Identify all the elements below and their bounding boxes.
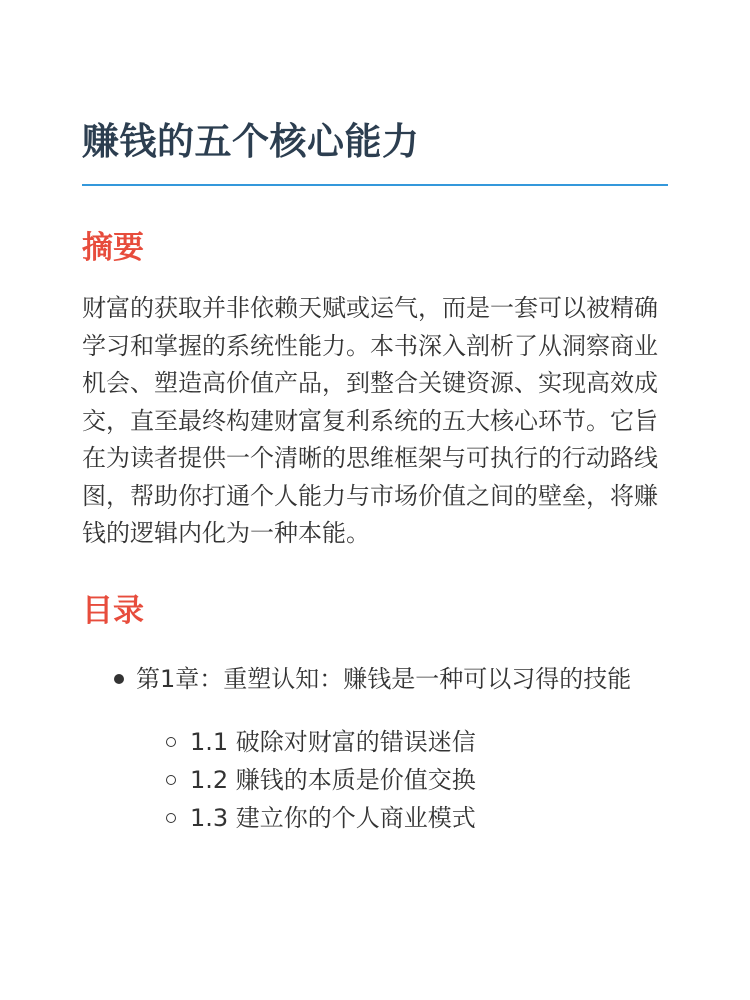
toc-section xyxy=(82,589,668,837)
toc-section-1-1 xyxy=(136,723,668,761)
hollow-circle-bullet-icon xyxy=(166,737,176,747)
hollow-circle-bullet-icon xyxy=(166,775,176,785)
filled-disc-bullet-icon xyxy=(114,674,124,684)
toc-section-1-2 xyxy=(136,761,668,799)
toc-section-1-2-label: 1.2 赚钱的本质是价值交换 xyxy=(190,765,476,794)
toc-section-1-3 xyxy=(136,799,668,837)
toc-chapter-1-label: 第1章：重塑认知：赚钱是一种可以习得的技能 xyxy=(136,664,632,693)
document-title: 赚钱的五个核心能力 xyxy=(82,120,420,163)
toc-list xyxy=(82,661,668,837)
toc-chapter-1-sections xyxy=(136,723,668,837)
toc-heading: 目录 xyxy=(82,592,144,629)
summary-paragraph: 财富的获取并非依赖天赋或运气，而是一套可以被精确学习和掌握的系统性能力。本书深入剖析了从洞察商业机会、塑造高价值产品，到整合关键资源、实现高效成交，直至最终构建财富复利系统的五大核心环节。它旨在为读者提供一个清晰的思维框架与可执行的行动路线图，帮助你打通个人能力与市场价值之间的壁垒，将赚钱的逻辑内化为一种本能。 xyxy=(82,294,658,547)
summary-heading: 摘要 xyxy=(82,230,144,266)
toc-chapter-1 xyxy=(82,661,668,837)
hollow-circle-bullet-icon xyxy=(166,813,176,823)
toc-section-1-3-label: 1.3 建立你的个人商业模式 xyxy=(190,803,476,832)
title-divider xyxy=(82,184,668,186)
summary-section xyxy=(82,226,668,553)
toc-section-1-1-label: 1.1 破除对财富的错误迷信 xyxy=(190,727,476,756)
